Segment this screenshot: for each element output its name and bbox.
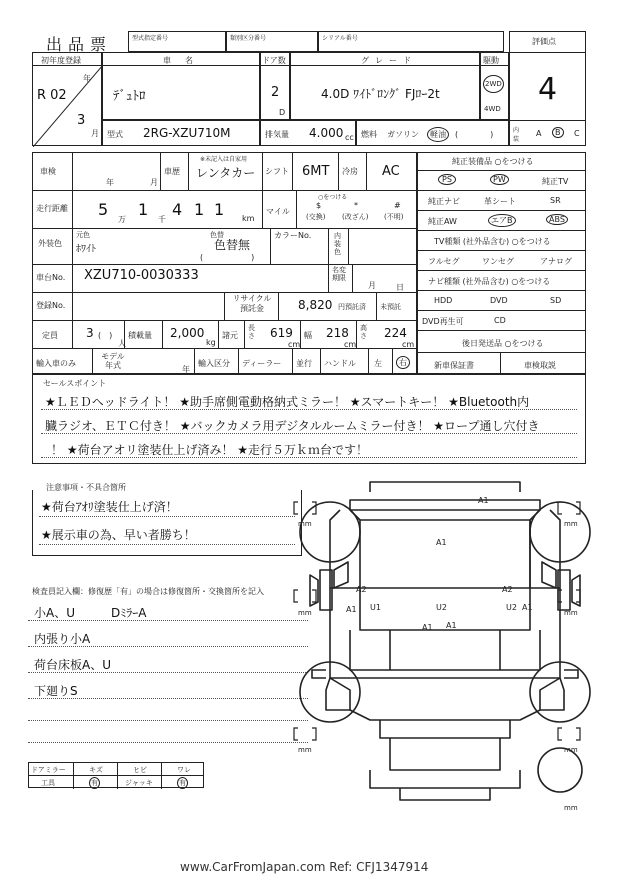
tools-present-circled: 有: [91, 779, 98, 787]
svg-text:A1: A1: [446, 621, 457, 630]
shift-value: 6MT: [302, 164, 330, 179]
inspector-label: 検査員記入欄：修復歴「有」の場合は修復箇所・交換箇所を記入: [32, 587, 264, 596]
car-name-cell: 車名 ﾃﾞｭﾄﾛ: [102, 52, 260, 120]
recycle-amount: 8,820: [298, 298, 333, 312]
load-value: 2,000: [170, 326, 205, 340]
equip-airbag-circled: エアB: [488, 214, 516, 227]
notes-line-2: ★展示車の為、早い者勝ち！: [41, 528, 196, 542]
first-reg-month: 3: [77, 113, 86, 128]
capacity-value: 3: [86, 326, 94, 340]
docs-warranty: 新車保証書: [434, 361, 474, 370]
svg-text:A1: A1: [346, 605, 357, 614]
page-title: 出品票: [46, 35, 113, 54]
car-name-value: ﾃﾞｭﾄﾛ: [113, 89, 146, 104]
orig-color-value: ﾎﾜｲﾄ: [76, 244, 96, 255]
equip-ps-circled: PS: [438, 174, 456, 185]
svg-text:A1: A1: [422, 623, 433, 632]
grade-value: 4.0D ﾜｲﾄﾞﾛﾝｸﾞ FJﾛｰ2t: [321, 87, 440, 101]
svg-text:mm: mm: [564, 520, 578, 528]
score-label: 評価点: [532, 37, 556, 46]
svg-text:mm: mm: [298, 746, 312, 754]
score-value: 4: [538, 72, 558, 107]
interior-grade-circled: B: [552, 127, 564, 138]
height-value: 224: [384, 326, 407, 340]
interior-cell: 内装 A B C: [509, 120, 586, 146]
inspector-line-4: 下廻りS: [34, 684, 78, 698]
legend-table: ドアミラー キズ ヒビ ワレ 工具 有 ジャッキ 有: [28, 762, 204, 788]
displacement-value: 4.000: [309, 126, 344, 140]
first-reg-year: R 02: [37, 88, 67, 103]
footer-watermark: www.CarFromJapan.com Ref: CFJ1347914: [180, 860, 429, 874]
svg-text:A2: A2: [502, 585, 513, 594]
notes-line-1: ★荷台ｱｵﾘ塗装仕上げ済！: [41, 500, 178, 514]
ac-value: AC: [382, 164, 400, 179]
svg-text:A1: A1: [478, 496, 489, 505]
sales-point-box: セールスポイント ★ＬＥＤヘッドライト！ ★助手席側電動格納式ミラー！ ★スマートキー！ ★Bluetooth内 臓ラジオ、ＥＴＣ付き！ ★バックカメラ用デジタルルームミラー付き！ ★ロープ通し穴付き ！ ★荷台アオリ塗装仕上げ済み！ ★走行５万ｋｍ台です！: [32, 374, 586, 464]
steering-right-circled: 右: [396, 356, 410, 369]
equip-abs-circled: ABS: [546, 214, 568, 225]
svg-text:U1: U1: [370, 603, 381, 612]
svg-text:mm: mm: [564, 746, 578, 754]
grade-cell: グレード 4.0D ﾜｲﾄﾞﾛﾝｸﾞ FJﾛｰ2t: [290, 52, 480, 120]
fuel-diesel-circled: 軽油: [427, 127, 449, 142]
chassis-no: XZU710-0030333: [84, 268, 199, 283]
svg-text:U2: U2: [506, 603, 517, 612]
serial-box: シリアル番号: [318, 31, 504, 52]
door-count: 2: [271, 85, 280, 100]
type-code-box: 型式指定番号: [128, 31, 226, 52]
equip-pw-circled: PW: [490, 174, 509, 185]
svg-text:mm: mm: [564, 804, 578, 812]
first-reg-cell: 初年度登録 年 R 02 3 月: [32, 52, 102, 146]
sales-line-3: ！ ★荷台アオリ塗装仕上げ済み！ ★走行５万ｋｍ台です！: [51, 443, 369, 457]
svg-text:mm: mm: [564, 609, 578, 617]
inspector-line-3: 荷台床板A、U: [34, 658, 111, 672]
door-cell: ドア数 2 D: [260, 52, 290, 120]
notes-box: [32, 490, 302, 556]
drive-cell: 駆動 2WD 4WD: [480, 52, 509, 120]
jack-present-circled: 有: [179, 779, 186, 787]
drive-2wd-circled: 2WD: [483, 75, 504, 93]
svg-text:mm: mm: [298, 520, 312, 528]
length-value: 619: [270, 326, 293, 340]
inspector-line-2: 内張り小A: [34, 632, 91, 646]
svg-text:A1: A1: [522, 603, 533, 612]
class-code-box: 類別区分番号: [226, 31, 318, 52]
svg-text:mm: mm: [298, 609, 312, 617]
model-cell: 型式 2RG-XZU710M: [102, 120, 260, 146]
sales-line-1: ★ＬＥＤヘッドライト！ ★助手席側電動格納式ミラー！ ★スマートキー！ ★Bluetooth内: [45, 395, 530, 409]
svg-text:A1: A1: [436, 538, 447, 547]
equipment-header: 純正装備品 ○をつける: [452, 157, 534, 166]
displacement-cell: 排気量 4.000 cc: [260, 120, 356, 146]
svg-text:A2: A2: [356, 585, 367, 594]
mileage-digits: 5 万 1 千 4 1 1 km: [98, 200, 255, 224]
model-value: 2RG-XZU710M: [143, 126, 231, 140]
fuel-cell: 燃料 ガソリン 軽油 ( ): [356, 120, 509, 146]
vehicle-damage-diagram: [290, 470, 600, 820]
sales-line-2: 臓ラジオ、ＥＴＣ付き！ ★バックカメラ用デジタルルームミラー付き！ ★ロープ通し穴付き: [45, 419, 540, 433]
notes-label: 注意事項・不具合箇所: [46, 483, 126, 492]
svg-text:U2: U2: [436, 603, 447, 612]
usage-value: レンタカー: [196, 166, 256, 180]
width-value: 218: [326, 326, 349, 340]
inspector-line-1: 小A、U DﾐﾗｰA: [34, 606, 147, 620]
repaint-value: 色替無: [214, 238, 251, 252]
